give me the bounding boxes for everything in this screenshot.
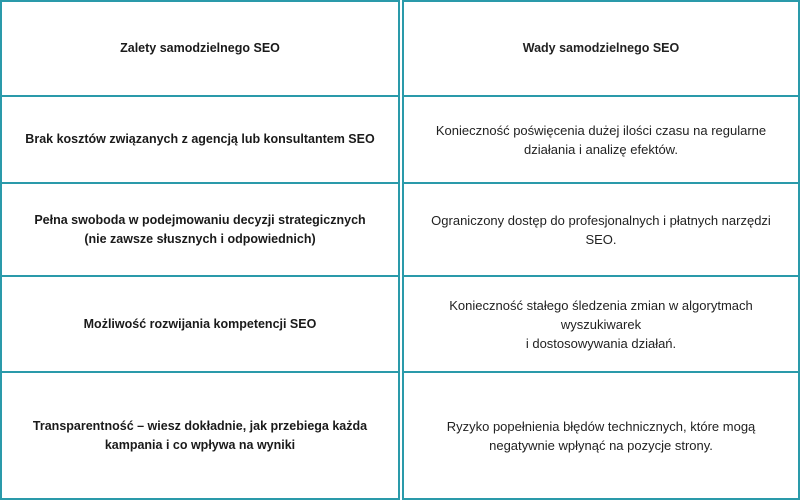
disadvantage-text: Konieczność stałego śledzenia zmian w algorytmach wyszukiwarek i dostosowywania działań. (449, 297, 753, 351)
advantage-cell (0, 182, 400, 277)
advantages-header: Zalety samodzielnego SEO (120, 41, 280, 55)
disadvantages-column (402, 0, 800, 500)
advantage-cell (0, 95, 400, 184)
advantage-cell (0, 275, 400, 373)
disadvantages-header: Wady samodzielnego SEO (522, 41, 680, 55)
advantage-text: Pełna swoboda w podejmowaniu decyzji strategicznych (nie zawsze słusznych i odpowiednich) (34, 212, 366, 246)
disadvantage-text: Ograniczony dostęp do profesjonalnych i płatnych narzędzi SEO. (431, 212, 771, 247)
advantage-cell (0, 371, 400, 500)
advantages-header-cell (0, 0, 400, 97)
advantage-text: Transparentność – wiesz dokładnie, jak przebiega każda kampania i co wpływa na wyniki (32, 418, 368, 452)
disadvantage-cell (402, 371, 800, 500)
disadvantage-text: Konieczność poświęcenia dużej ilości czasu na regularne działania i analizę efektów. (435, 122, 767, 157)
disadvantages-header-cell (402, 0, 800, 97)
disadvantage-cell (402, 95, 800, 184)
advantage-text: Możliwość rozwijania kompetencji SEO (83, 316, 317, 331)
disadvantage-cell (402, 182, 800, 277)
disadvantage-text: Ryzyko popełnienia błędów technicznych, które mogą negatywnie wpłynąć na pozycje strony. (446, 418, 756, 453)
advantage-text: Brak kosztów związanych z agencją lub konsultantem SEO (25, 132, 375, 146)
disadvantage-cell (402, 275, 800, 373)
